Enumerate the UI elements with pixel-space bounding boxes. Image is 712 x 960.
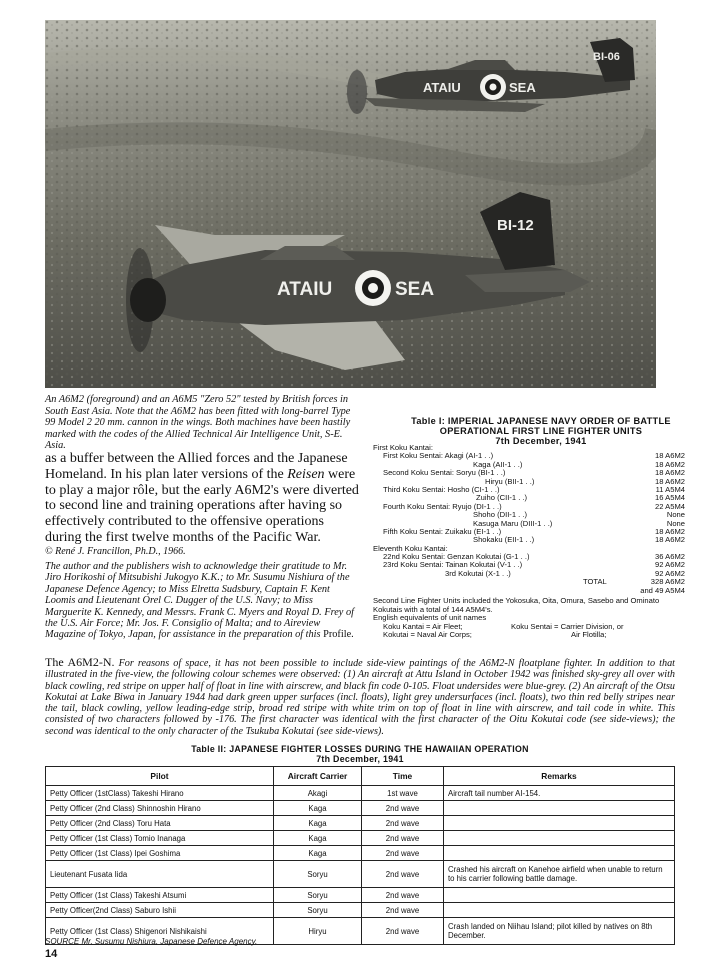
a6m2n-text: For reasons of space, it has not been possible to include side-view paintings of the A6M2-N floatplane fighter. In addition to that illustrated in the five-view, the following colour schemes were observed: (1) An aircraft at Attu Island in October 1942 was finished sky-grey all over with black cowling, red stripe on upper half of float in line with airscrew, and black fin code 0-105. Float undersides were blue-grey. (2) An aircraft of the Otsu Kokutai at Lake Biwa in January 1944 had dark green upper surfaces (incl. floats), light grey undersurfaces (incl. floats), two thin red belly stripes near the tail, black cowling, yellow leading-edge strip, broad red stripe with white trim on top of float in line with airscrew, and tail code in white. This consisted of two characters followed by -176. The first character was identical with the first character of the Oitu Kokutai code (see side-views); the second was identical to the only character of the Tsukuba Kokutai (see side-views). — [45, 658, 675, 737]
table-row — [46, 816, 675, 831]
copyright-line: © René J. Francillon, Ph.D., 1966. — [45, 546, 186, 557]
table1-row-label: First Koku Kantai: — [373, 443, 433, 452]
carrier-cell: Kaga — [274, 831, 362, 846]
time-cell: 2nd wave — [362, 888, 444, 903]
remarks-cell — [444, 888, 675, 903]
header-time: Time — [362, 767, 444, 786]
a6m2n-lead: The A6M2-N. — [45, 655, 115, 669]
a6m2n-paragraph — [45, 657, 675, 737]
table1-row-value: 92 A6M2 — [655, 568, 685, 578]
table1-total-value2: and 49 A5M4 — [640, 585, 685, 595]
table1-second-line-note: Second Line Fighter Units included the Yokosuka, Oita, Omura, Sasebo and Ominato Kokutais with a total of 144 A5M4's. — [373, 596, 660, 614]
table1-row-value: 16 A5M4 — [655, 493, 685, 503]
table1-row-label: Shoho (DII-1 . .) — [473, 510, 528, 520]
table1-row-value: 22 A5M4 — [655, 501, 685, 511]
rear-tail-code: BI-06 — [593, 51, 620, 63]
table-row — [46, 801, 675, 816]
table1-row-label: Second Koku Sentai: Soryu (BI-1 . .) — [383, 468, 506, 478]
remarks-cell: Aircraft tail number AI-154. — [444, 786, 675, 801]
table2-title — [45, 744, 675, 764]
table1-row-value: 36 A6M2 — [655, 552, 685, 562]
pilot-cell: Petty Officer (1st Class) Ipei Goshima — [46, 846, 274, 861]
remarks-cell: Crash landed on Niihau Island; pilot killed by natives on 8th December. — [444, 918, 675, 945]
table-row — [46, 831, 675, 846]
table1-order-of-battle — [373, 444, 685, 639]
table1-row-label: Fifth Koku Sentai: Zuikaku (EI-1 . .) — [383, 526, 502, 536]
remarks-cell — [444, 831, 675, 846]
table2-title-line1: Table II: JAPANESE FIGHTER LOSSES DURING THE HAWAIIAN OPERATION — [191, 744, 529, 754]
table1-total-row — [373, 578, 685, 586]
table1-equiv-title: English equivalents of unit names — [373, 613, 487, 623]
acknowledgement-end: Profile. — [323, 629, 354, 641]
pilot-cell: Petty Officer (1st Class) Takeshi Atsumi — [46, 888, 274, 903]
table1-row-value: None — [666, 518, 685, 528]
header-carrier: Aircraft Carrier — [274, 767, 362, 786]
table1-row — [373, 486, 685, 494]
table1-row-value: 11 A5M4 — [655, 484, 685, 494]
table1-row-label: Kasuga Maru (DIII-1 . .) — [473, 518, 553, 528]
acknowledgement — [45, 561, 360, 641]
body-text-b: were to play a major rôle, but the early A6M2's were diverted to second line and training operations after having so effectively contributed to the offensive operations during the first twelve months of the Pacific War. — [45, 466, 359, 545]
table1-row-label: 3rd Kokutai (X-1 . .) — [445, 568, 511, 578]
pilot-cell: Lieutenant Fusata Iida — [46, 861, 274, 888]
table2-fighter-losses — [45, 766, 675, 945]
table1-title — [373, 416, 709, 446]
pilot-cell: Petty Officer (1stClass) Takeshi Hirano — [46, 786, 274, 801]
carrier-cell: Kaga — [274, 816, 362, 831]
remarks-cell — [444, 903, 675, 918]
carrier-cell: Soryu — [274, 903, 362, 918]
table1-title-line2: OPERATIONAL FIRST LINE FIGHTER UNITS — [439, 426, 643, 436]
reisen-term: Reisen — [287, 466, 325, 482]
carrier-cell: Akagi — [274, 786, 362, 801]
table-row — [46, 861, 675, 888]
table1-row-value: 18 A6M2 — [655, 476, 685, 486]
time-cell: 2nd wave — [362, 903, 444, 918]
body-paragraph — [45, 451, 360, 546]
front-roundel-text: ATAIU — [277, 279, 333, 300]
rear-roundel-text2: SEA — [509, 80, 536, 95]
table1-equiv4: Air Flotilla; — [571, 630, 607, 640]
acknowledgement-text: The author and the publishers wish to acknowledge their gratitude to Mr. Jiro Horikoshi of Mitsubishi Jukogyo K.K.; to Mr. Susumu Nishiura of the Japanese Defence Agency; to Miss Elretta Sudsbury, Captain F. Kent Loomis and Lieutenant Orel C. Dugger of the U.S. Navy; to Miss Marguerite K. Kennedy, and Messrs. Frank C. Myers and Royal D. Frey of the U.S. Air Force; Mr. Jos. F. Consiglio of Malta; and to Aireview Magazine of Tokyo, Japan, for assistance in the preparation of this — [45, 561, 354, 641]
table1-equiv2: Koku Sentai = Carrier Division, or — [511, 621, 624, 631]
page-number: 14 — [45, 948, 58, 960]
table-row — [46, 888, 675, 903]
remarks-cell — [444, 816, 675, 831]
pilot-cell: Petty Officer (1st Class) Shigenori Nishikaishi — [46, 918, 274, 945]
time-cell: 2nd wave — [362, 801, 444, 816]
table1-row-label: Zuiho (CII-1 . .) — [476, 493, 528, 503]
photo-caption: An A6M2 (foreground) and an A6M5 "Zero 52" tested by British forces in South East Asia. Note that the A6M2 has been fitted with long-barrel Type 99 Model 2 20 mm. cannon in the wings. Both machines have been hastily marked with the codes of the Allied Technical Air Intelligence Unit, S-E. Asia. — [45, 394, 351, 452]
table1-row-label: Third Koku Sentai: Hosho (CI-1 . .) — [383, 484, 500, 494]
table1-total-value: 328 A6M2 — [650, 577, 685, 587]
front-roundel-text2: SEA — [395, 279, 435, 300]
time-cell: 2nd wave — [362, 816, 444, 831]
table1-row-value: 18 A6M2 — [655, 459, 685, 469]
time-cell: 2nd wave — [362, 831, 444, 846]
table1-row-value: 18 A6M2 — [655, 535, 685, 545]
table1-equiv-row2 — [373, 631, 685, 639]
table1-row-label: 22nd Koku Sentai: Genzan Kokutai (G-1 . .) — [383, 552, 530, 562]
table1-row-value: None — [666, 510, 685, 520]
table-row — [46, 786, 675, 801]
table2-header-row — [46, 767, 675, 786]
table2-source: SOURCE Mr. Susumu Nishiura, Japanese Defence Agency. — [45, 937, 258, 946]
table1-row-value: 18 A6M2 — [655, 468, 685, 478]
pilot-cell: Petty Officer (2nd Class) Shinnoshin Hirano — [46, 801, 274, 816]
pilot-cell: Petty Officer (2nd Class) Toru Hata — [46, 816, 274, 831]
table1-row — [373, 561, 685, 569]
table1-row-value: 92 A6M2 — [655, 560, 685, 570]
aircraft-photo — [45, 20, 656, 388]
time-cell: 1st wave — [362, 786, 444, 801]
table1-row-value: 18 A6M2 — [655, 451, 685, 461]
rear-roundel-text: ATAIU — [423, 80, 461, 95]
pilot-cell: Petty Officer(2nd Class) Saburo Ishii — [46, 903, 274, 918]
table2-date: 7th December, 1941 — [316, 754, 404, 764]
table1-title-line1: Table I: IMPERIAL JAPANESE NAVY ORDER OF BATTLE — [411, 416, 671, 426]
table-row — [46, 846, 675, 861]
table1-row-label: Hiryu (BII-1 . .) — [485, 476, 535, 486]
time-cell: 2nd wave — [362, 918, 444, 945]
carrier-cell: Soryu — [274, 861, 362, 888]
table1-row-label: 23rd Koku Sentai: Tainan Kokutai (V-1 . .) — [383, 560, 523, 570]
table1-row-label: Fourth Koku Sentai: Ryujo (DI-1 . .) — [383, 501, 502, 511]
table1-equiv1: Koku Kantai = Air Fleet; — [383, 621, 463, 631]
table1-row-label: Shokaku (EII-1 . .) — [473, 535, 535, 545]
carrier-cell: Hiryu — [274, 918, 362, 945]
carrier-cell: Soryu — [274, 888, 362, 903]
table1-row — [373, 452, 685, 460]
pilot-cell: Petty Officer (1st Class) Tomio Inanaga — [46, 831, 274, 846]
table1-equiv3: Kokutai = Naval Air Corps; — [383, 630, 472, 640]
carrier-cell: Kaga — [274, 801, 362, 816]
table1-row-value: 18 A6M2 — [655, 526, 685, 536]
table1-row-label: First Koku Sentai: Akagi (AI-1 . .) — [383, 451, 494, 461]
table-row — [46, 903, 675, 918]
table1-total-row2 — [373, 587, 685, 595]
header-remarks: Remarks — [444, 767, 675, 786]
time-cell: 2nd wave — [362, 846, 444, 861]
table1-row-label: Kaga (AII-1 . .) — [473, 459, 523, 469]
table1-date: 7th December, 1941 — [495, 436, 587, 446]
header-pilot: Pilot — [46, 767, 274, 786]
remarks-cell: Crashed his aircraft on Kanehoe airfield when unable to return to his carrier following battle damage. — [444, 861, 675, 888]
table1-row — [373, 570, 685, 578]
carrier-cell: Kaga — [274, 846, 362, 861]
table1-row-label: Eleventh Koku Kantai: — [373, 543, 448, 553]
body-text-a: as a buffer between the Allied forces and the Japanese Homeland. In his plan later versions of the — [45, 451, 348, 482]
table1-total-label: TOTAL — [583, 577, 607, 587]
front-tail-code: BI-12 — [497, 217, 534, 234]
time-cell: 2nd wave — [362, 861, 444, 888]
table1-row — [373, 503, 685, 511]
remarks-cell — [444, 846, 675, 861]
remarks-cell — [444, 801, 675, 816]
